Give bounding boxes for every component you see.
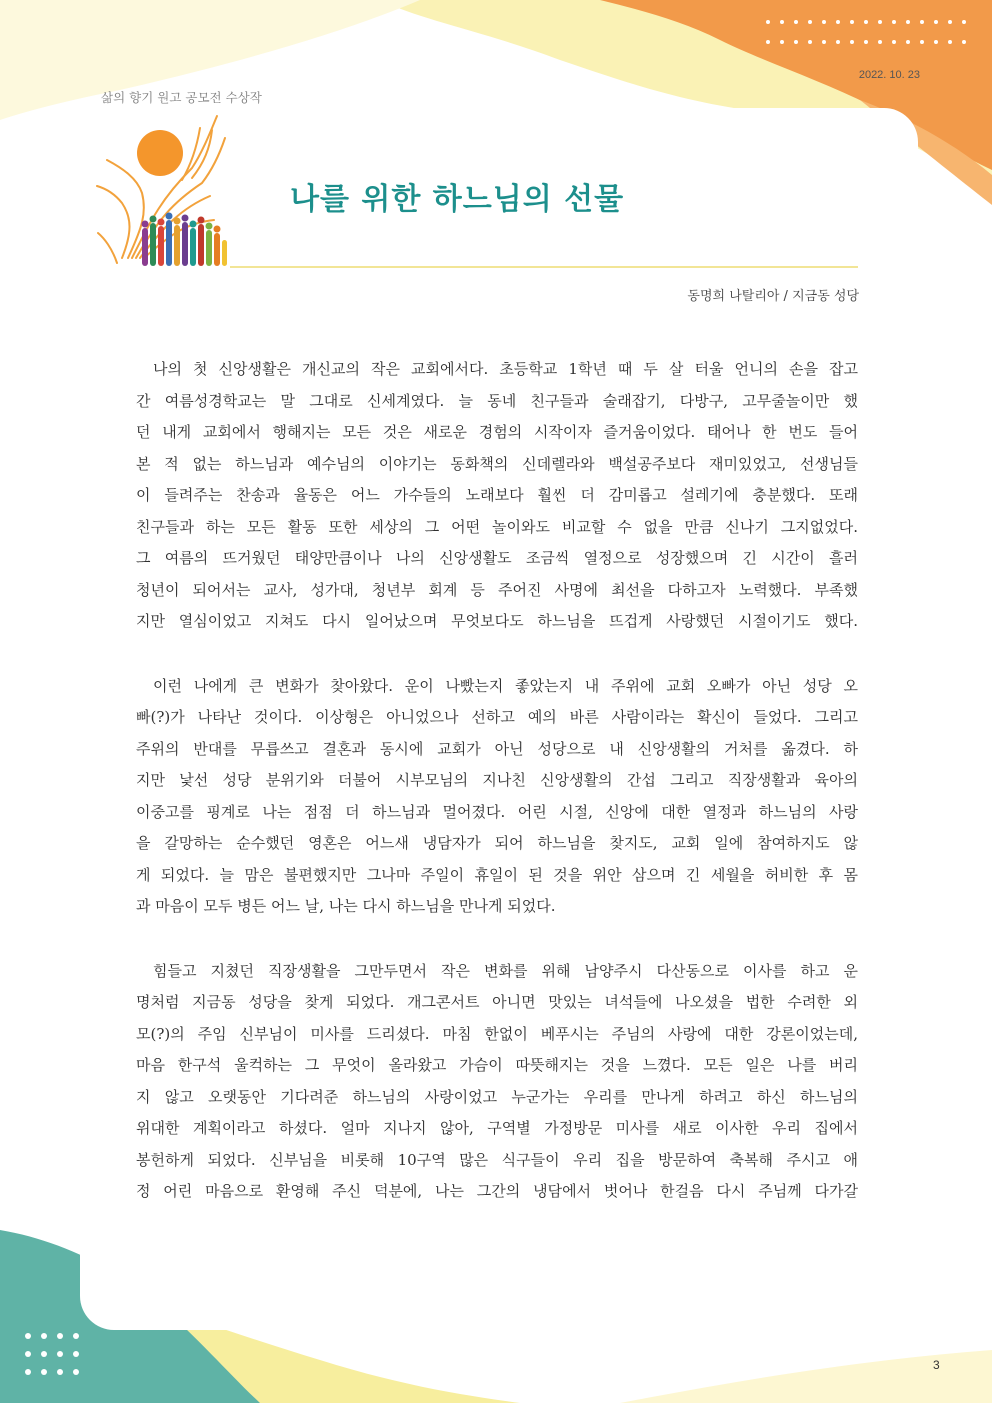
- text-line: 을 갈망하는 순수했던 영혼은 어느새 냉담자가 되어 하느님을 찾지도, 교회 일에 참여하지도 않: [136, 834, 858, 852]
- text-line: 봉헌하게 되었다. 신부님을 비롯해 10구역 많은 식구들이 우리 집을 방문하여 축복해 주시고 애: [136, 1150, 858, 1169]
- text-line: 청년이 되어서는 교사, 성가대, 청년부 회계 등 주어진 사명에 최선을 다하고자 노력했다. 부족했: [136, 580, 858, 599]
- sun-people-logo-icon: [92, 108, 247, 273]
- text-line: 명처럼 지금동 성당을 찾게 되었다. 개그콘서트 아니면 맛있는 녀석들에 나오셨을 법한 수려한 외: [136, 993, 858, 1011]
- article-title: 나를 위한 하느님의 선물: [290, 182, 625, 217]
- text-line: 마음 한구석 울컥하는 그 무엇이 올라왔고 가슴이 따뜻해지는 것을 느꼈다. 모든 일은 나를 버리: [136, 1056, 858, 1074]
- text-line: 이런 나에게 큰 변화가 찾아왔다. 운이 나빴는지 좋았는지 내 주위에 교회 오빠가 아닌 성당 오: [153, 676, 858, 695]
- page-number: 3: [933, 1358, 940, 1372]
- dot-grid-top: [764, 16, 974, 50]
- paragraph-3: [136, 956, 858, 1208]
- text-line: 지만 열심이었고 지쳐도 다시 일어났으며 무엇보다도 하느님을 뜨겁게 사랑했던 시절이기도 했다.: [136, 612, 858, 630]
- text-line: 이중고를 핑계로 나는 점점 더 하느님과 멀어졌다. 어린 시절, 신앙에 대한 열정과 하느님의 사랑: [136, 802, 858, 821]
- text-line: 지만 낯선 성당 분위기와 더불어 시부모님의 지나친 신앙생활의 간섭 그리고 직장생활과 육아의: [136, 771, 858, 789]
- text-line: 위대한 계획이라고 하셨다. 얼마 지나지 않아, 구역별 가정방문 미사를 새로 이사한 우리 집에서: [136, 1119, 858, 1137]
- text-line: 게 되었다. 늘 맘은 불편했지만 그나마 주일이 휴일이 된 것을 위안 삼으며 긴 세월을 허비한 후 몸: [136, 865, 858, 884]
- text-line: 힘들고 지쳤던 직장생활을 그만두면서 작은 변화를 위해 남양주시 다산동으로 이사를 하고 운: [153, 961, 858, 980]
- text-line: 그 여름의 뜨거웠던 태양만큼이나 나의 신앙생활도 조금씩 열정으로 성장했으며 긴 시간이 흘러: [136, 549, 858, 567]
- text-line: 던 내게 교회에서 행해지는 모든 것은 새로운 경험의 시작이자 즐거움이었다. 태어나 한 번도 들어: [136, 423, 858, 441]
- text-line: 이 들려주는 찬송과 율동은 어느 가수들의 노래보다 훨씬 더 감미롭고 설레기에 충분했다. 또래: [136, 486, 858, 504]
- text-line: 친구들과 하는 모든 활동 또한 세상의 그 어떤 놀이와도 비교할 수 없을 만큼 신나기 그지없었다.: [136, 517, 858, 536]
- article-body: [136, 354, 858, 1241]
- text-line: 정 어린 마음으로 환영해 주신 덕분에, 나는 그간의 냉담에서 벗어나 한걸음 다시 주님께 다가갈: [136, 1182, 858, 1200]
- paragraph-2: [136, 671, 858, 923]
- publication-date: 2022. 10. 23: [858, 69, 920, 81]
- text-line: 간 여름성경학교는 말 그대로 신세계였다. 늘 동네 친구들과 술래잡기, 다방구, 고무줄놀이만 했: [136, 391, 858, 410]
- text-line: 지 않고 오랫동안 기다려준 하느님의 사랑이었고 누군가는 우리를 만나게 하려고 하신 하느님의: [136, 1087, 858, 1106]
- article-byline: 동명희 나탈리아 / 지금동 성당: [687, 289, 859, 304]
- text-line: 과 마음이 모두 병든 어느 날, 나는 다시 하느님을 만나게 되었다.: [136, 897, 556, 915]
- dot-grid-bottom: [22, 1330, 92, 1390]
- text-line: 빠(?)가 나타난 것이다. 이상형은 아니었으나 선하고 예의 바른 사람이라는 확신이 들었다. 그리고: [136, 708, 858, 726]
- text-line: 모(?)의 주임 신부님이 미사를 드리셨다. 마침 한없이 베푸시는 주님의 사랑에 대한 강론이었는데,: [136, 1024, 858, 1043]
- title-underline: [230, 266, 858, 268]
- text-line: 주위의 반대를 무릅쓰고 결혼과 동시에 교회가 아닌 성당으로 내 신앙생활의 거처를 옮겼다. 하: [136, 739, 858, 758]
- text-line: 본 적 없는 하느님과 예수님의 이야기는 동화책의 신데렐라와 백설공주보다 재미있었고, 선생님들: [136, 454, 858, 473]
- paragraph-1: [136, 354, 858, 638]
- text-line: 나의 첫 신앙생활은 개신교의 작은 교회에서다. 초등학교 1학년 때 두 살 터울 언니의 손을 잡고: [153, 360, 858, 378]
- series-label: 삶의 향기 원고 공모전 수상작: [101, 90, 262, 105]
